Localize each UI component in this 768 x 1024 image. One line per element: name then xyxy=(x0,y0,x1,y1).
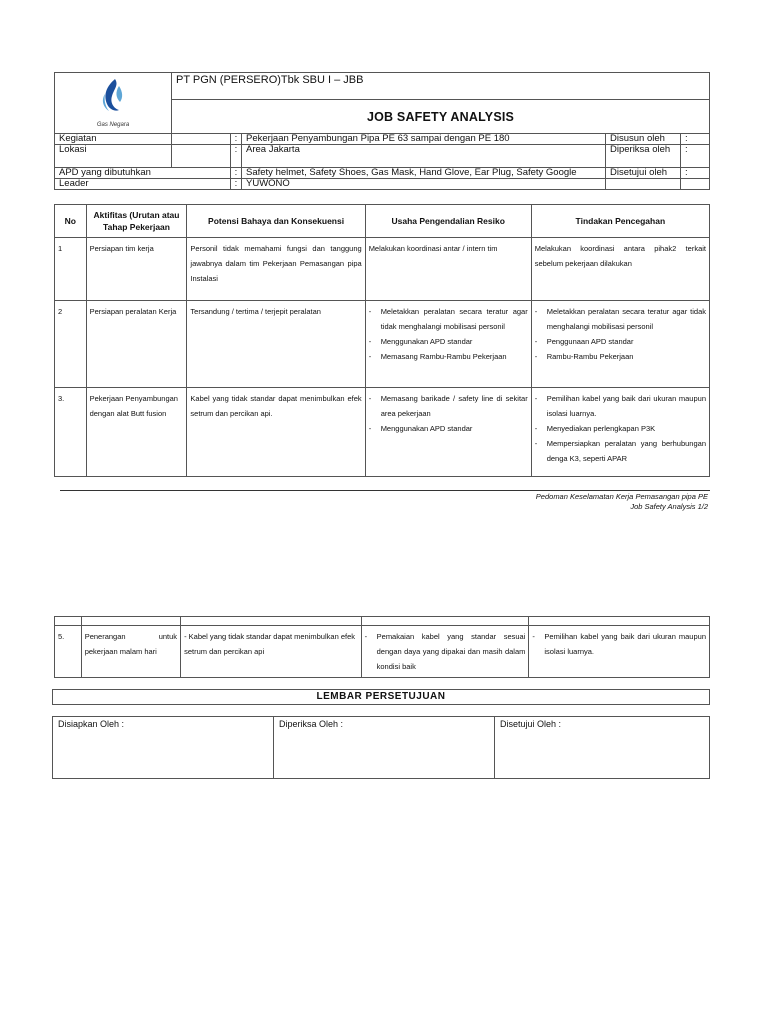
cell-usaha xyxy=(365,388,531,477)
colon: : xyxy=(231,134,242,145)
table-row xyxy=(55,301,710,388)
list-item: - Memasang barikade / safety line di sekitar area pekerjaan xyxy=(369,391,528,421)
document-title: JOB SAFETY ANALYSIS xyxy=(172,100,710,134)
table-row xyxy=(55,238,710,301)
cell-potensi: Kabel yang tidak standar dapat menimbulkan efek setrum dan percikan api. xyxy=(187,388,365,477)
approval-table xyxy=(52,716,710,779)
label-disusun: Disusun oleh xyxy=(606,134,681,145)
header-row-kegiatan xyxy=(55,134,710,145)
pgn-flame-icon xyxy=(93,76,133,116)
approval-title: LEMBAR PERSETUJUAN xyxy=(52,689,710,705)
list-item: - Mempersiapkan peralatan yang berhubungan denga K3, seperti APAR xyxy=(535,436,706,466)
cell-tindakan xyxy=(531,388,709,477)
col-header-tindakan: Tindakan Pencegahan xyxy=(531,205,709,238)
colon: : xyxy=(231,145,242,168)
value-apd: Safety helmet, Safety Shoes, Gas Mask, Hand Glove, Ear Plug, Safety Google xyxy=(242,168,606,179)
header-row-lokasi xyxy=(55,145,710,168)
header-table xyxy=(54,72,710,190)
cell-no: 1 xyxy=(55,238,87,301)
col-header-potensi: Potensi Bahaya dan Konsekuensi xyxy=(187,205,365,238)
footer-guide-title: Pedoman Keselamatan Kerja Pemasangan pipa PE xyxy=(535,492,708,501)
value-kegiatan: Pekerjaan Penyambungan Pipa PE 63 sampai dengan PE 180 xyxy=(242,134,606,145)
cell-no: 2 xyxy=(55,301,87,388)
header-row-apd xyxy=(55,168,710,179)
company-name: PT PGN (PERSERO)Tbk SBU I – JBB xyxy=(172,73,710,100)
cell-no: 5. xyxy=(55,626,82,678)
cell-no: 3. xyxy=(55,388,87,477)
cell-tindakan xyxy=(531,301,709,388)
list-item: - Pemilihan kabel yang baik dari ukuran maupun isolasi luarnya. xyxy=(535,391,706,421)
cell-usaha: Melakukan koordinasi antar / intern tim xyxy=(365,238,531,301)
col-header-no: No xyxy=(55,205,87,238)
prepared-by-field[interactable]: Disiapkan Oleh : xyxy=(53,717,274,779)
value-diperiksa: : xyxy=(681,145,710,168)
cell-tindakan xyxy=(529,626,710,678)
list-item: - Pemilihan kabel yang baik dari ukuran maupun isolasi luarnya. xyxy=(532,629,706,659)
list-item: - Meletakkan peralatan secara teratur agar tidak menghalangi mobilisasi personil xyxy=(535,304,706,334)
list-item: - Pemakaian kabel yang standar sesuai dengan daya yang dipakai dan masih dalam kondisi baik xyxy=(365,629,526,674)
label-lokasi: Lokasi xyxy=(55,145,172,168)
label-kegiatan: Kegiatan xyxy=(55,134,172,145)
value-disusun: : xyxy=(681,134,710,145)
approved-by-field[interactable]: Disetujui Oleh : xyxy=(495,717,710,779)
value-leader: YUWONO xyxy=(242,179,606,190)
table-row xyxy=(55,626,710,678)
table-row xyxy=(55,388,710,477)
checked-by-field[interactable]: Diperiksa Oleh : xyxy=(274,717,495,779)
col-header-aktifitas: Aktifitas (Urutan atau Tahap Pekerjaan xyxy=(86,205,187,238)
label-leader: Leader xyxy=(55,179,231,190)
jsa-table xyxy=(54,204,710,477)
footer-page-number: Job Safety Analysis 1/2 xyxy=(630,502,708,511)
cell-tindakan: Melakukan koordinasi antara pihak2 terkait sebelum pekerjaan dilakukan xyxy=(531,238,709,301)
list-item: - Rambu-Rambu Pekerjaan xyxy=(535,349,706,364)
cell-usaha xyxy=(361,626,529,678)
value-lokasi: Area Jakarta xyxy=(242,145,606,168)
value-disetujui: : xyxy=(681,168,710,179)
cell-potensi: Tersandung / tertima / terjepit peralatan xyxy=(187,301,365,388)
list-item: - Meletakkan peralatan secara teratur agar tidak menghalangi mobilisasi personil xyxy=(369,304,528,334)
label-apd: APD yang dibutuhkan xyxy=(55,168,231,179)
cell-potensi: Personil tidak memahami fungsi dan tanggung jawabnya dalam tim Pekerjaan Pemasangan pipa Instalasi xyxy=(187,238,365,301)
footer-divider xyxy=(60,490,710,491)
list-item: - Memasang Rambu-Rambu Pekerjaan xyxy=(369,349,528,364)
cell-aktifitas: Persiapan peralatan Kerja xyxy=(86,301,187,388)
cell-aktifitas: Pekerjaan Penyambungan dengan alat Butt fusion xyxy=(86,388,187,477)
cell-potensi: - Kabel yang tidak standar dapat menimbulkan efek setrum dan percikan api xyxy=(181,626,362,678)
jsa-table-continued xyxy=(54,616,710,678)
colon: : xyxy=(231,168,242,179)
header-row-leader xyxy=(55,179,710,190)
col-header-usaha: Usaha Pengendalian Resiko xyxy=(365,205,531,238)
label-diperiksa: Diperiksa oleh xyxy=(606,145,681,168)
logo-text: Gas Negara xyxy=(96,122,130,128)
jsa-header-row xyxy=(55,205,710,238)
cell-usaha xyxy=(365,301,531,388)
logo xyxy=(55,73,172,134)
list-item: - Penggunaan APD standar xyxy=(535,334,706,349)
label-disetujui: Disetujui oleh xyxy=(606,168,681,179)
list-item: - Menggunakan APD standar xyxy=(369,334,528,349)
list-item: - Menggunakan APD standar xyxy=(369,421,528,436)
list-item: - Menyediakan perlengkapan P3K xyxy=(535,421,706,436)
cell-aktifitas: Penerangan untuk pekerjaan malam hari xyxy=(81,626,180,678)
colon: : xyxy=(231,179,242,190)
cell-aktifitas: Persiapan tim kerja xyxy=(86,238,187,301)
